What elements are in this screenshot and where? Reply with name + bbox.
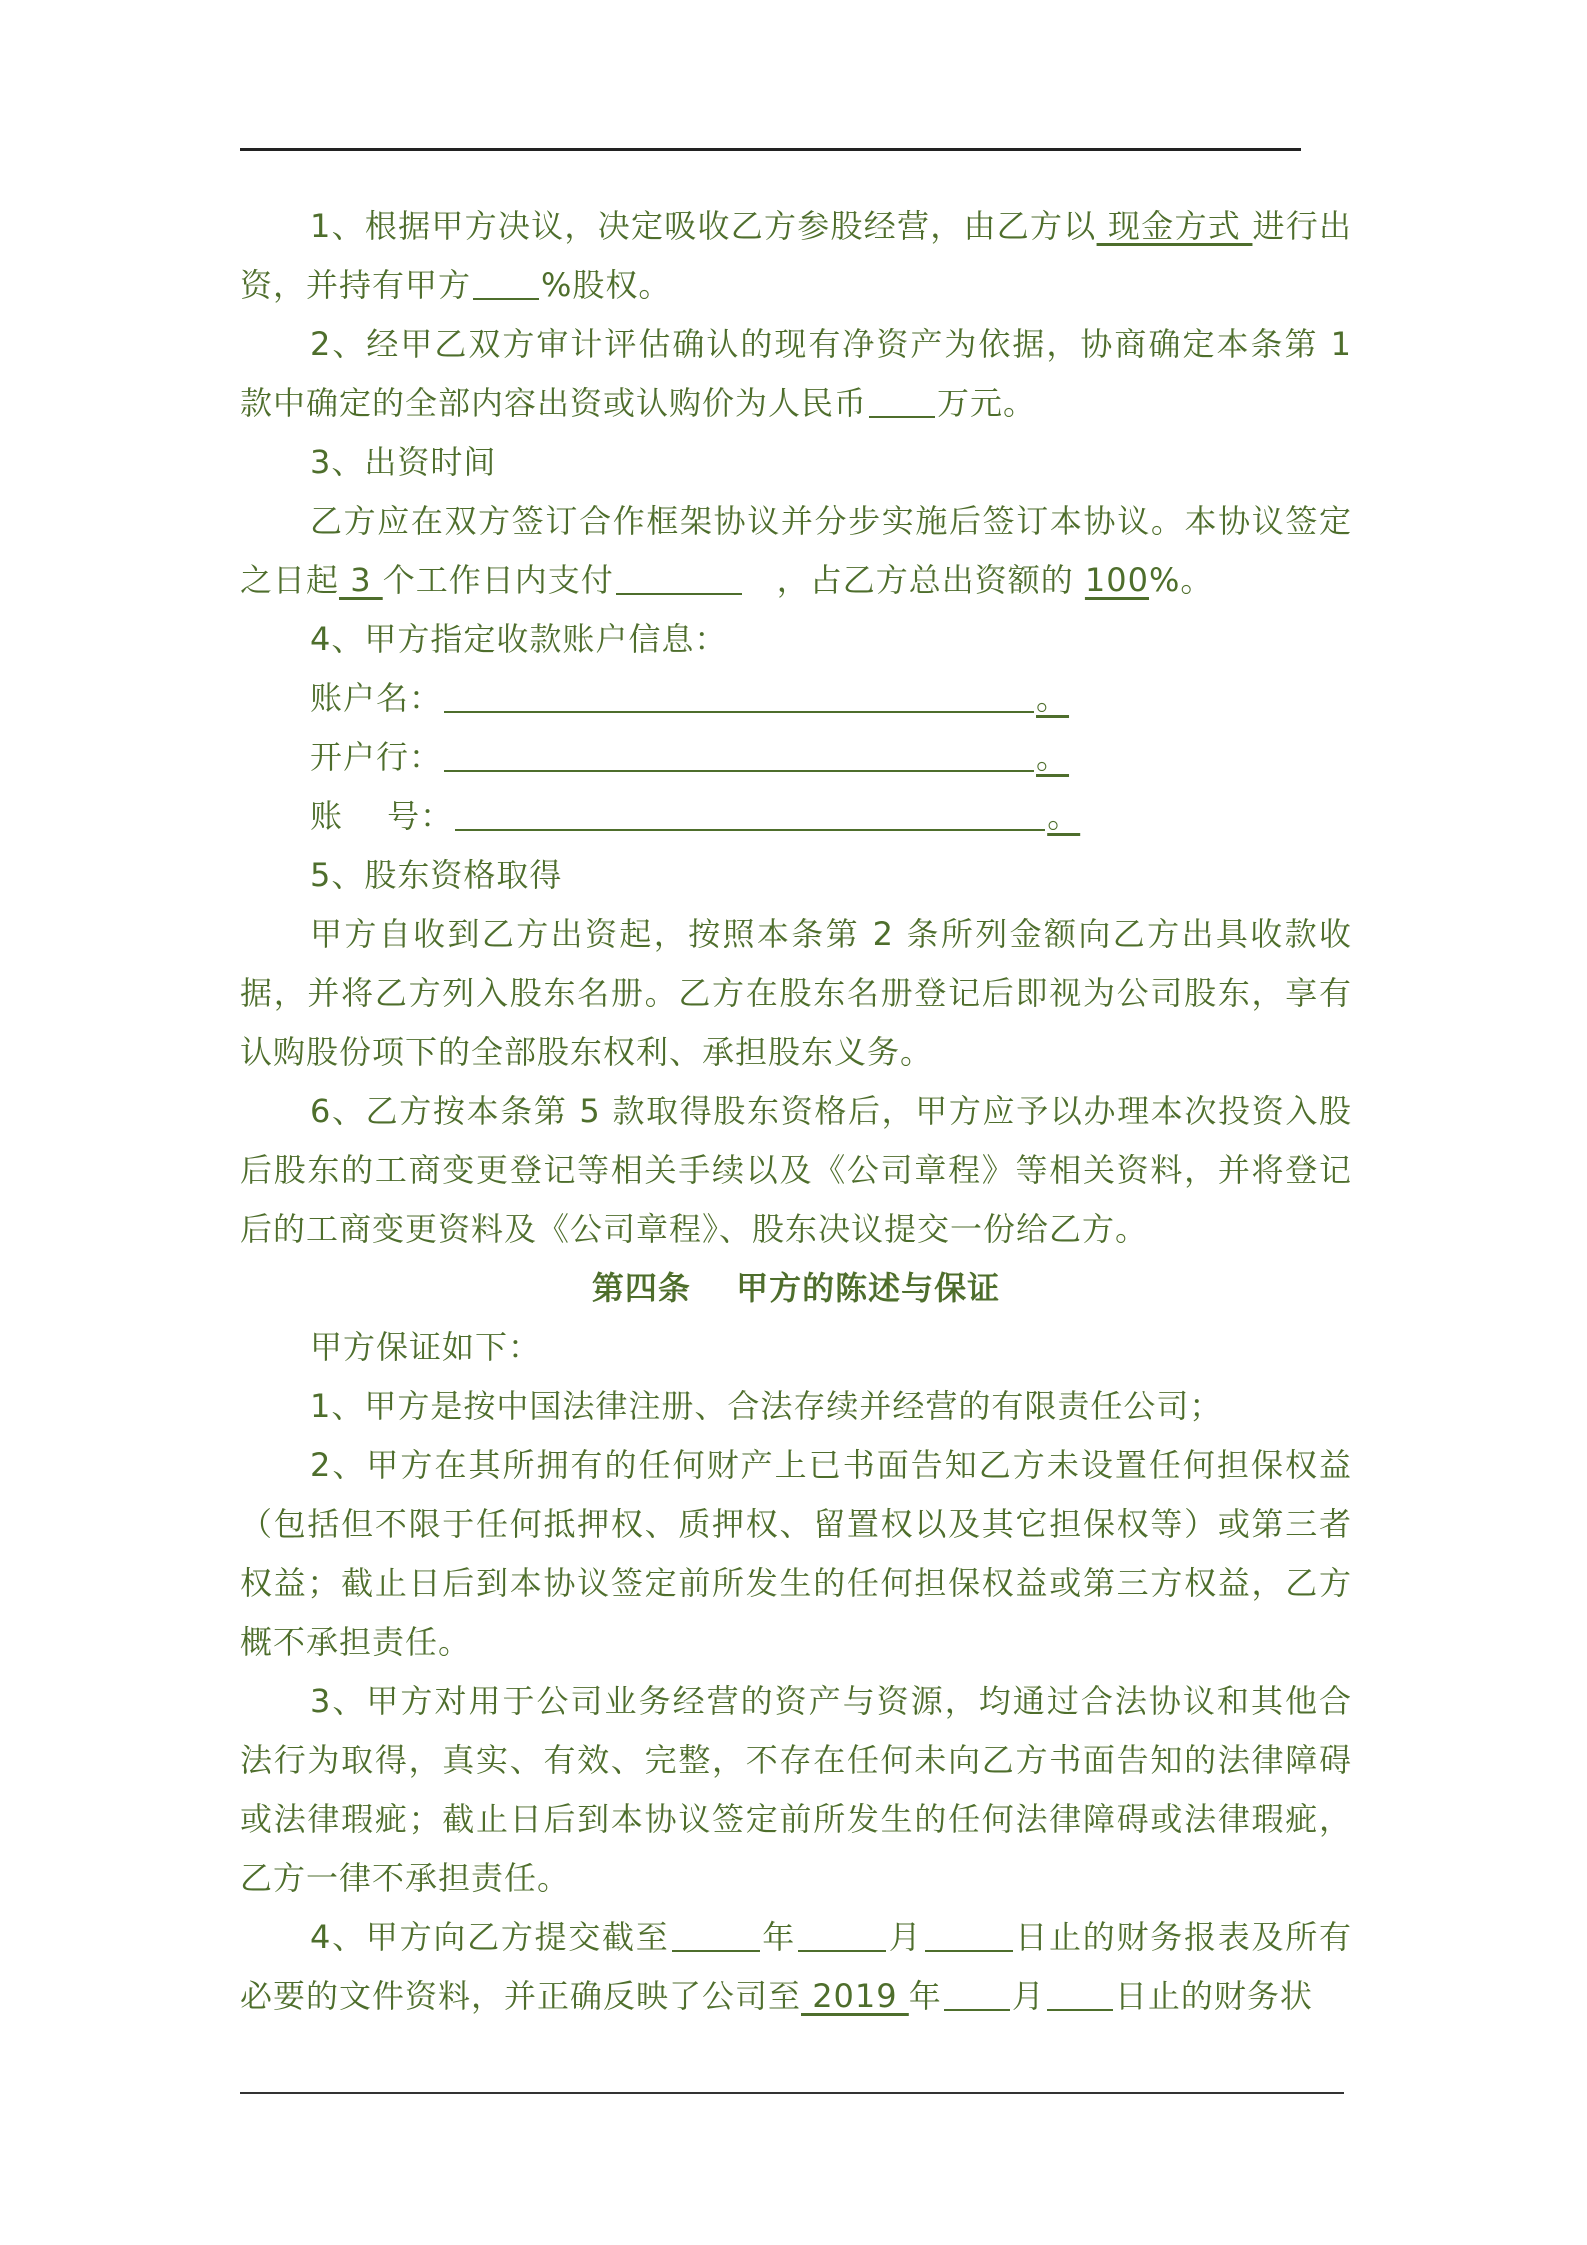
equity-percent-blank[interactable]	[473, 268, 539, 300]
year-2019: 2019	[801, 1977, 909, 2015]
article-4-clause-3: 3、甲方对用于公司业务经营的资产与资源，均通过合法协议和其他合法行为取得，真实、有效、完整，不存在任何未向乙方书面告知的法律障碍或法律瑕疵；截止日后到本协议签定前所发生的任何法律障碍或法律瑕疵，乙方一律不承担责任。	[240, 1682, 1352, 1897]
payment-amount-blank[interactable]	[616, 563, 742, 595]
clause-3-2: 2、经甲乙双方审计评估确认的现有净资产为依据，协商确定本条第 1 款中确定的全部内容出资或认购价为人民币 万元。	[240, 325, 1352, 422]
payment-days: 3	[339, 561, 383, 599]
payment-percent: 100	[1084, 561, 1149, 599]
article-4-clause-1: 1、甲方是按中国法律注册、合法存续并经营的有限责任公司；	[310, 1387, 1223, 1425]
clause-3-5-title: 5、股东资格取得	[310, 856, 563, 894]
bank-line: 开户行： 。	[310, 738, 1070, 776]
bank-blank[interactable]	[444, 740, 1034, 772]
clause-3-4-title: 4、甲方指定收款账户信息：	[310, 620, 728, 658]
header-rule	[240, 148, 1301, 151]
report-year-blank[interactable]	[672, 1920, 760, 1952]
clause-3-3-title: 3、出资时间	[310, 443, 497, 481]
account-name-blank[interactable]	[444, 681, 1034, 713]
account-number-blank[interactable]	[455, 799, 1045, 831]
clause-3-3-text: 乙方应在双方签订合作框架协议并分步实施后签订本协议。本协议签定之日起 3 个工作日内支付 ，占乙方总出资额的 100%。	[240, 502, 1352, 599]
article-4-clause-4: 4、甲方向乙方提交截至 年 月 日止的财务报表及所有必要的文件资料，并正确反映了公司至 2019 年 月 日止的财务状	[240, 1918, 1352, 2015]
price-blank[interactable]	[869, 386, 935, 418]
article-4-intro: 甲方保证如下：	[310, 1328, 542, 1366]
account-name-line: 账户名： 。	[310, 679, 1070, 717]
report-month-blank[interactable]	[798, 1920, 886, 1952]
clause-3-5-text: 甲方自收到乙方出资起，按照本条第 2 条所列金额向乙方出具收款收据，并将乙方列入股东名册。乙方在股东名册登记后即视为公司股东，享有认购股份项下的全部股东权利、承担股东义务。	[240, 915, 1352, 1071]
article-4-clause-2: 2、甲方在其所拥有的任何财产上已书面告知乙方未设置任何担保权益（包括但不限于任何抵押权、质押权、留置权以及其它担保权等）或第三者权益；截止日后到本协议签定前所发生的任何担保权益或第三方权益，乙方概不承担责任。	[240, 1446, 1352, 1661]
contribution-method: 现金方式	[1096, 207, 1253, 245]
article-4-title: 第四条 甲方的陈述与保证	[591, 1269, 1001, 1307]
clause-3-6: 6、乙方按本条第 5 款取得股东资格后，甲方应予以办理本次投资入股后股东的工商变更登记等相关手续以及《公司章程》等相关资料，并将登记后的工商变更资料及《公司章程》、股东决议提交一份给乙方。	[240, 1092, 1352, 1248]
report-day-blank[interactable]	[925, 1920, 1013, 1952]
clause-3-1: 1、根据甲方决议，决定吸收乙方参股经营，由乙方以 现金方式 进行出资，并持有甲方 %股权。	[240, 207, 1352, 304]
document-body	[240, 197, 1352, 2026]
account-number-line: 账 号： 。	[310, 797, 1081, 835]
footer-rule	[240, 2092, 1344, 2094]
status-day-blank[interactable]	[1047, 1979, 1113, 2011]
status-month-blank[interactable]	[944, 1979, 1010, 2011]
